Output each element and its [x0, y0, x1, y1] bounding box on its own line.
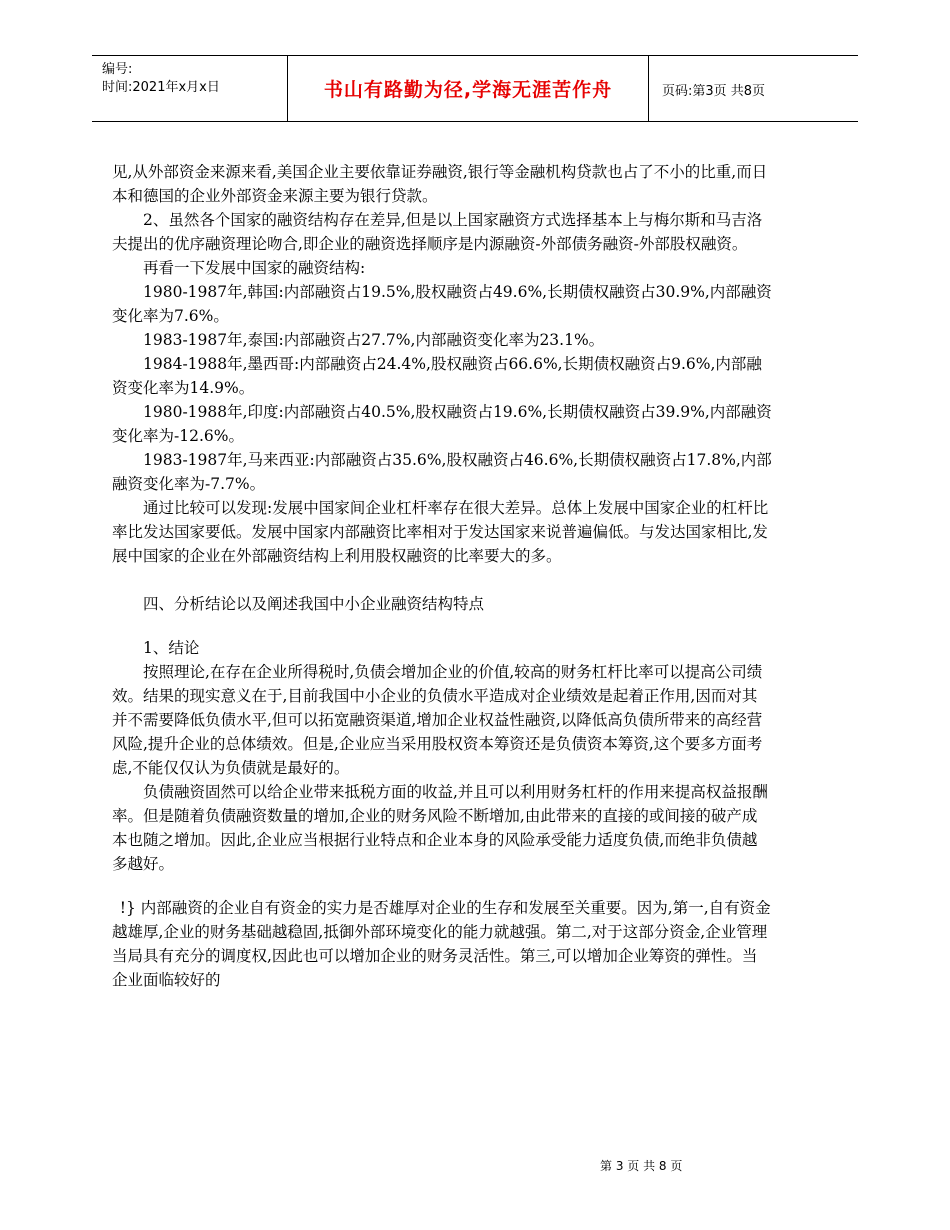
paragraph: 2、虽然各个国家的融资结构存在差异,但是以上国家融资方式选择基本上与梅尔斯和马吉洛夫提出的优序融资理论吻合,即企业的融资选择顺序是内源融资-外部债务融资-外部股权融资。	[112, 211, 763, 253]
document-time-label: 时间:2021年x月x日	[102, 80, 220, 95]
header-page-label: 页码:第3页 共8页	[662, 84, 766, 99]
section-heading: 四、分析结论以及阐述我国中小企业融资结构特点	[143, 595, 485, 613]
paragraph: 1984-1988年,墨西哥:内部融资占24.4%,股权融资占66.6%,长期债权融资占9.6%,内部融资变化率为14.9%。	[112, 355, 762, 397]
paragraph: 按照理论,在存在企业所得税时,负债会增加企业的价值,较高的财务杠杆比率可以提高公司绩效。结果的现实意义在于,目前我国中小企业的负债水平造成对企业绩效是起着正作用,因而对其并不需要降低负债水平,但可以拓宽融资渠道,增加企业权益性融资,以降低高负债所带来的高经营风险,提升企业的总体绩效。但是,企业应当采用股权资本筹资还是负债资本筹资,这个要多方面考虑,不能仅仅认为负债就是最好的。	[112, 663, 763, 777]
page-header	[92, 55, 858, 122]
page-footer: 第 3 页 共 8 页	[600, 1159, 683, 1173]
paragraph: 1983-1987年,马来西亚:内部融资占35.6%,股权融资占46.6%,长期债权融资占17.8%,内部融资变化率为-7.7%。	[112, 451, 772, 493]
paragraph: 1980-1988年,印度:内部融资占40.5%,股权融资占19.6%,长期债权融资占39.9%,内部融资变化率为-12.6%。	[112, 403, 772, 445]
paragraph: 负债融资固然可以给企业带来抵税方面的收益,并且可以利用财务杠杆的作用来提高权益报酬率。但是随着负债融资数量的增加,企业的财务风险不断增加,由此带来的直接的或间接的破产成本也随之增加。因此,企业应当根据行业特点和企业本身的风险承受能力适度负债,而绝非负债越多越好。	[112, 783, 768, 873]
document-number-label: 编号:	[102, 62, 133, 77]
paragraph: !} 内部融资的企业自有资金的实力是否雄厚对企业的生存和发展至关重要。因为,第一,自有资金越雄厚,企业的财务基础越稳固,抵御外部环境变化的能力就越强。第二,对于这部分资金,企业管理当局具有充分的调度权,因此也可以增加企业的财务灵活性。第三,可以增加企业筹资的弹性。当企业面临较好的	[112, 899, 771, 989]
subsection-heading: 1、结论	[143, 639, 200, 657]
paragraph: 1983-1987年,泰国:内部融资占27.7%,内部融资变化率为23.1%。	[143, 331, 605, 349]
paragraph: 见,从外部资金来源来看,美国企业主要依靠证券融资,银行等金融机构贷款也占了不小的比重,而日本和德国的企业外部资金来源主要为银行贷款。	[112, 163, 768, 205]
paragraph: 1980-1987年,韩国:内部融资占19.5%,股权融资占49.6%,长期债权融资占30.9%,内部融资变化率为7.6%。	[112, 283, 772, 325]
document-body	[112, 160, 772, 992]
paragraph: 再看一下发展中国家的融资结构:	[143, 259, 366, 277]
paragraph: 通过比较可以发现:发展中国家间企业杠杆率存在很大差异。总体上发展中国家企业的杠杆比率比发达国家要低。发展中国家内部融资比率相对于发达国家来说普遍偏低。与发达国家相比,发展中国家的企业在外部融资结构上利用股权融资的比率要大的多。	[112, 499, 769, 565]
header-motto: 书山有路勤为径,学海无涯苦作舟	[287, 56, 649, 121]
header-left-block	[102, 61, 220, 97]
